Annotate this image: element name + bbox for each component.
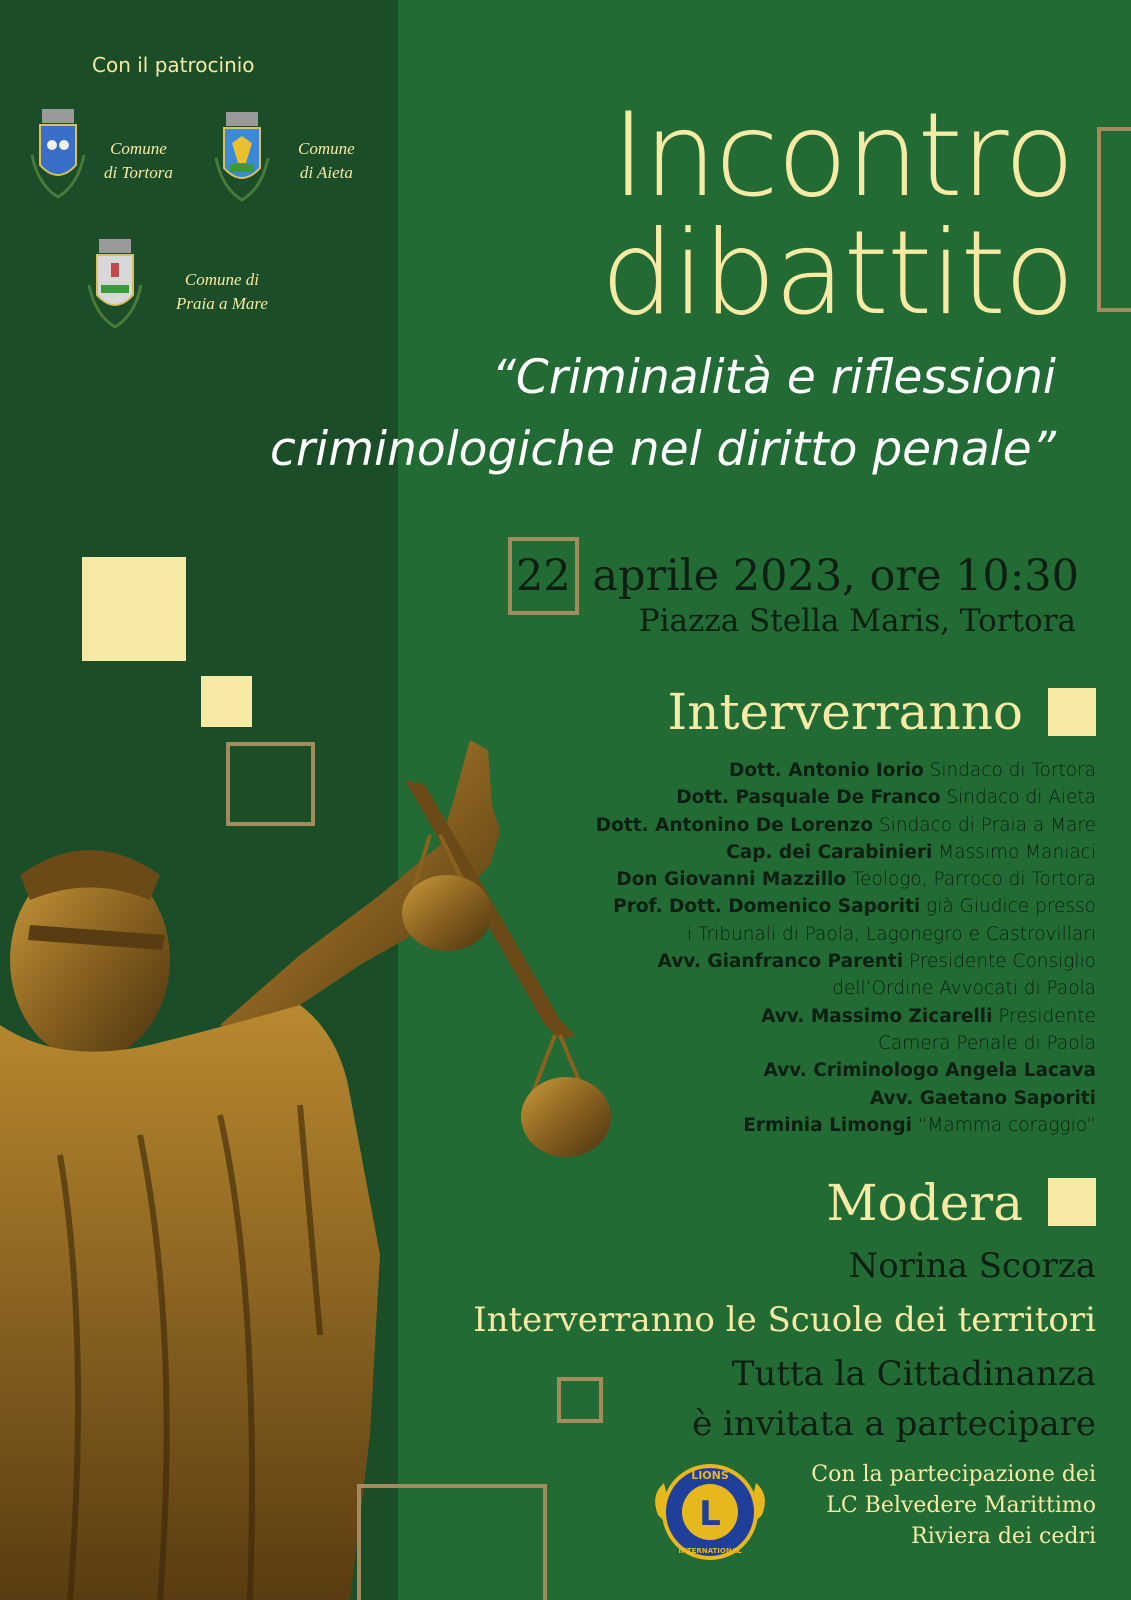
title-line1: Incontro: [611, 88, 1073, 223]
title-bracket-decoration: [1097, 127, 1131, 312]
aieta-crest-icon: [212, 108, 272, 208]
event-date-rest: aprile 2023, ore 10:30: [592, 551, 1079, 601]
lions-logo-bottom-text: INTERNATIONAL: [678, 1547, 742, 1555]
lions-logo-top-text: LIONS: [691, 1469, 729, 1482]
speaker-role: “Mamma coraggio”: [917, 1114, 1096, 1136]
speaker-name: Prof. Dott. Domenico Saporiti: [613, 896, 921, 918]
speaker-role: Presidente: [998, 1005, 1096, 1027]
lions-line3: Riviera dei cedri: [911, 1524, 1096, 1549]
lions-line1: Con la partecipazione dei: [811, 1462, 1096, 1487]
speaker-name: Cap. dei Carabinieri: [726, 841, 933, 863]
speaker-row: [456, 921, 1096, 948]
speakers-heading-square: [1048, 688, 1096, 736]
comune-tortora-label: [104, 137, 173, 185]
speaker-row: [456, 1057, 1096, 1084]
speaker-role: già Giudice presso: [926, 896, 1096, 918]
comune-praia-line2: Praia a Mare: [176, 294, 268, 313]
decor-bottom-frame: [357, 1484, 547, 1600]
speaker-role: Sindaco di Aieta: [946, 787, 1096, 809]
schools-line: Interverranno le Scuole dei territori: [473, 1300, 1096, 1340]
speaker-name: Avv. Criminologo Angela Lacava: [763, 1060, 1096, 1082]
speaker-row: [456, 893, 1096, 920]
comune-praia-label: [176, 268, 268, 316]
speaker-role: Sindaco di Praia a Mare: [878, 814, 1096, 836]
speaker-row: [456, 1112, 1096, 1139]
speaker-role: i Tribunali di Paola, Lagonegro e Castrovillari: [686, 923, 1096, 945]
lions-line2: LC Belvedere Marittimo: [826, 1493, 1096, 1518]
event-place: Piazza Stella Maris, Tortora: [638, 603, 1076, 639]
speaker-role: Camera Penale di Paola: [877, 1032, 1096, 1054]
speakers-list: [456, 757, 1096, 1139]
lions-logo-icon: [650, 1455, 770, 1570]
speaker-row: [456, 1085, 1096, 1112]
comune-tortora-line2: di Tortora: [104, 163, 173, 182]
subtitle-line1: “Criminalità e riflessioni: [491, 350, 1056, 405]
speaker-name: Erminia Limongi: [743, 1114, 912, 1136]
speaker-name: Avv. Gaetano Saporiti: [869, 1087, 1096, 1109]
speaker-name: Avv. Massimo Zicarelli: [761, 1005, 993, 1027]
speaker-name: Avv. Gianfranco Parenti: [657, 951, 904, 973]
speaker-name: Dott. Pasquale De Franco: [676, 787, 941, 809]
invite-line1: Tutta la Cittadinanza: [731, 1354, 1096, 1394]
decor-square-small: [201, 676, 252, 727]
moderator-heading-square: [1048, 1178, 1096, 1226]
speakers-heading: Interverranno: [667, 683, 1023, 741]
speaker-row: [456, 866, 1096, 893]
speaker-name: Dott. Antonino De Lorenzo: [595, 814, 874, 836]
speaker-row: [456, 757, 1096, 784]
praia-crest-icon: [85, 235, 145, 335]
lions-participation: [811, 1459, 1096, 1552]
speaker-row: [456, 975, 1096, 1002]
decor-square-outline: [226, 742, 315, 826]
patronage-label: Con il patrocinio: [92, 53, 255, 77]
speaker-role: dell’Ordine Avvocati di Paola: [832, 978, 1096, 1000]
speaker-row: [456, 812, 1096, 839]
lions-logo-letter: L: [699, 1494, 721, 1534]
event-day: 22: [508, 537, 579, 615]
speaker-row: [456, 948, 1096, 975]
decor-square-large: [82, 557, 186, 661]
decor-square-outline-small: [557, 1377, 603, 1423]
speaker-role: Sindaco di Tortora: [929, 760, 1096, 781]
speaker-role: Massimo Maniaci: [938, 841, 1096, 863]
speaker-name: Don Giovanni Mazzillo: [616, 869, 847, 891]
speaker-role: Presidente Consiglio: [909, 951, 1096, 973]
invite-line2: è invitata a partecipare: [692, 1404, 1096, 1444]
moderator-name: Norina Scorza: [848, 1246, 1096, 1286]
comune-aieta-label: [298, 137, 355, 185]
speaker-role: Teologo, Parroco di Tortora: [851, 869, 1096, 891]
moderator-heading: Modera: [826, 1174, 1023, 1232]
speaker-row: [456, 839, 1096, 866]
comune-aieta-line1: Comune: [298, 139, 355, 158]
speaker-name: Dott. Antonio Iorio: [728, 760, 924, 781]
speaker-row: [456, 784, 1096, 811]
speaker-row: [456, 1003, 1096, 1030]
title-line2: dibattito: [600, 206, 1073, 341]
speaker-row: [456, 1030, 1096, 1057]
comune-tortora-line1: Comune: [110, 139, 167, 158]
comune-praia-line1: Comune di: [184, 270, 260, 289]
comune-aieta-line2: di Aieta: [299, 163, 353, 182]
subtitle-line2: criminologiche nel diritto penale”: [270, 422, 1056, 477]
tortora-crest-icon: [28, 105, 88, 205]
